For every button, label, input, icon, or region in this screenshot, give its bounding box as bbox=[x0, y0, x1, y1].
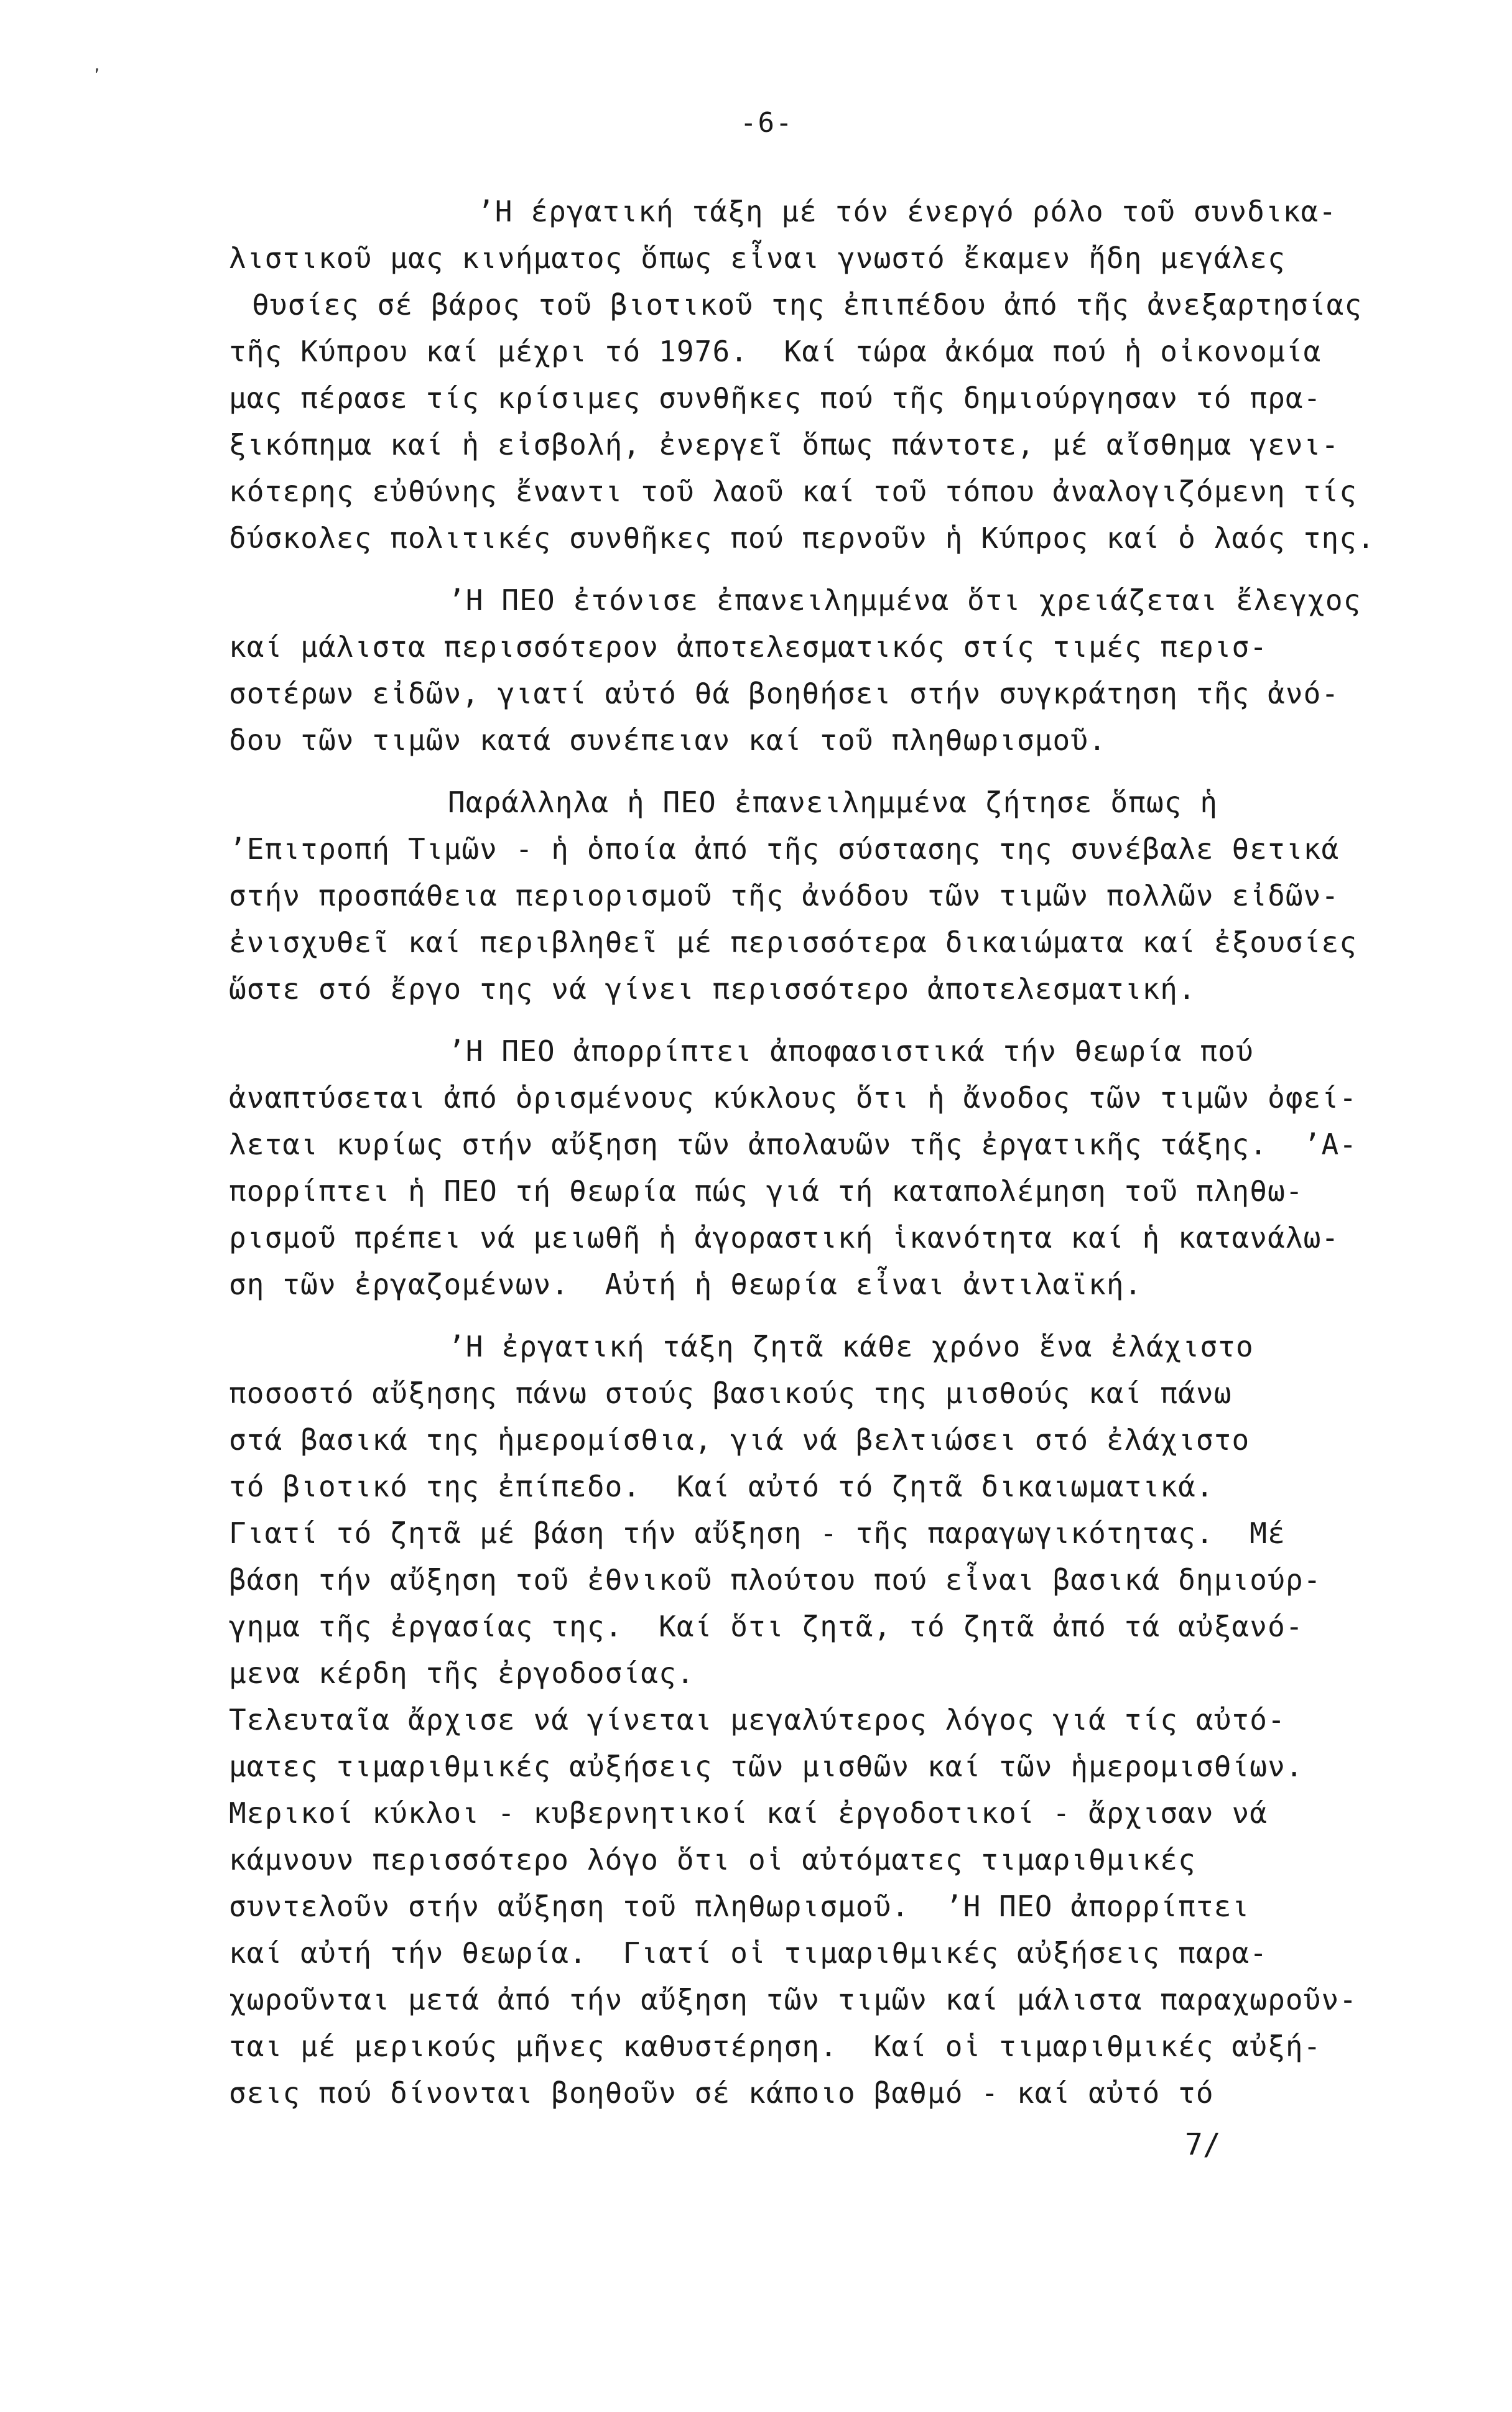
text-line: ση τῶν ἐργαζομένων. Αὐτή ἡ θεωρία εἶναι ἀντιλαϊκή. bbox=[229, 1268, 1143, 1301]
text-line: ται μέ μερικούς μῆνες καθυστέρηση. Καί οἱ τιμαριθμικές αὐξή- bbox=[229, 2029, 1322, 2063]
text-line: ποσοστό αὔξησης πάνω στούς βασικούς της μισθούς καί πάνω bbox=[229, 1376, 1232, 1410]
text-line: λιστικοῦ μας κινήματος ὅπως εἶναι γνωστό ἔκαμεν ἤδη μεγάλες bbox=[229, 241, 1286, 275]
continuation-marker: 7/ bbox=[1185, 2127, 1221, 2162]
text-line: τό βιοτικό της ἐπίπεδο. Καί αὐτό τό ζητᾶ δικαιωματικά. bbox=[229, 1470, 1214, 1503]
text-line: ʼΗ ΠΕΟ ἐτόνισε ἐπανειλημμένα ὅτι χρειάζεται ἔλεγχος bbox=[448, 583, 1361, 617]
text-line: στά βασικά της ἡμερομίσθια, γιά νά βελτιώσει στό ἐλάχιστο bbox=[229, 1423, 1250, 1457]
text-line: ἀναπτύσεται ἀπό ὁρισμένους κύκλους ὅτι ἡ ἄνοδος τῶν τιμῶν ὀφεί- bbox=[229, 1081, 1358, 1115]
text-line: σοτέρων εἰδῶν, γιατί αὐτό θά βοηθήσει στήν συγκράτηση τῆς ἀνό- bbox=[229, 677, 1340, 710]
text-line: δου τῶν τιμῶν κατά συνέπειαν καί τοῦ πληθωρισμοῦ. bbox=[229, 723, 1106, 757]
text-line: τῆς Κύπρου καί μέχρι τό 1976. Καί τώρα ἀκόμα πού ἡ οἰκονομία bbox=[229, 335, 1322, 368]
text-line: ξικόπημα καί ἡ εἰσβολή, ἐνεργεῖ ὅπως πάντοτε, μέ αἴσθημα γενι- bbox=[229, 428, 1340, 462]
text-line: ʼΕπιτροπή Τιμῶν - ἡ ὁποία ἀπό τῆς σύστασης της συνέβαλε θετικά bbox=[229, 832, 1340, 866]
text-line: ʼΗ ἐργατική τάξη ζητᾶ κάθε χρόνο ἕνα ἐλάχιστο bbox=[448, 1330, 1254, 1363]
corner-mark: ʼ bbox=[93, 65, 103, 88]
page-number: -6- bbox=[740, 107, 794, 139]
text-line: μας πέρασε τίς κρίσιμες συνθῆκες πού τῆς δημιούργησαν τό πρα- bbox=[229, 381, 1322, 415]
text-line: Παράλληλα ἡ ΠΕΟ ἐπανειλημμένα ζήτησε ὅπως ἡ bbox=[448, 786, 1218, 819]
text-line: κότερης εὐθύνης ἔναντι τοῦ λαοῦ καί τοῦ τόπου ἀναλογιζόμενη τίς bbox=[229, 475, 1358, 508]
text-line: δύσκολες πολιτικές συνθῆκες πού περνοῦν ἡ Κύπρος καί ὁ λαός της. bbox=[229, 521, 1375, 555]
text-line: στήν προσπάθεια περιορισμοῦ τῆς ἀνόδου τῶν τιμῶν πολλῶν εἰδῶν- bbox=[229, 879, 1340, 912]
text-line: σεις πού δίνονται βοηθοῦν σέ κάποιο βαθμό - καί αὐτό τό bbox=[229, 2076, 1214, 2110]
text-line: συντελοῦν στήν αὔξηση τοῦ πληθωρισμοῦ. ʼΗ ΠΕΟ ἀπορρίπτει bbox=[229, 1890, 1250, 1923]
text-line: μενα κέρδη τῆς ἐργοδοσίας. bbox=[229, 1656, 695, 1690]
text-line: Μερικοί κύκλοι - κυβερνητικοί καί ἐργοδοτικοί - ἄρχισαν νά bbox=[229, 1796, 1268, 1830]
text-line: ματες τιμαριθμικές αὐξήσεις τῶν μισθῶν καί τῶν ἡμερομισθίων. bbox=[229, 1750, 1304, 1783]
text-line: κάμνουν περισσότερο λόγο ὅτι οἱ αὐτόματες τιμαριθμικές bbox=[229, 1843, 1196, 1876]
text-line: Τελευταῖα ἄρχισε νά γίνεται μεγαλύτερος λόγος γιά τίς αὐτό- bbox=[229, 1703, 1286, 1737]
text-line: καί αὐτή τήν θεωρία. Γιατί οἱ τιμαριθμικές αὐξήσεις παρα- bbox=[229, 1936, 1268, 1970]
text-line: Γιατί τό ζητᾶ μέ βάση τήν αὔξηση - τῆς παραγωγικότητας. Μέ bbox=[229, 1516, 1286, 1550]
text-line: ʼΗ ΠΕΟ ἀπορρίπτει ἀποφασιστικά τήν θεωρία πού bbox=[448, 1034, 1254, 1068]
text-line: ʼΗ έργατική τάξη μέ τόν ένεργό ρόλο τοῦ συνδικα- bbox=[477, 195, 1337, 228]
text-line: χωροῦνται μετά ἀπό τήν αὔξηση τῶν τιμῶν καί μάλιστα παραχωροῦν- bbox=[229, 1983, 1358, 2016]
text-line: καί μάλιστα περισσότερον ἀποτελεσματικός στίς τιμές περισ- bbox=[229, 630, 1268, 664]
text-line: ἐνισχυθεῖ καί περιβληθεῖ μέ περισσότερα δικαιώματα καί ἐξουσίες bbox=[229, 925, 1358, 959]
text-line: λεται κυρίως στήν αὔξηση τῶν ἀπολαυῶν τῆς ἐργατικῆς τάξης. ʼΑ- bbox=[229, 1128, 1358, 1161]
text-line: θυσίες σέ βάρος τοῦ βιοτικοῦ της ἐπιπέδου ἀπό τῆς ἀνεξαρτησίας bbox=[252, 288, 1363, 322]
text-line: βάση τήν αὔξηση τοῦ ἐθνικοῦ πλούτου πού εἶναι βασικά δημιούρ- bbox=[229, 1563, 1322, 1597]
text-line: γημα τῆς ἐργασίας της. Καί ὅτι ζητᾶ, τό ζητᾶ ἀπό τά αὐξανό- bbox=[229, 1610, 1304, 1643]
text-line: ρισμοῦ πρέπει νά μειωθῆ ἡ ἀγοραστική ἱκανότητα καί ἡ κατανάλω- bbox=[229, 1221, 1340, 1255]
text-line: ὥστε στό ἔργο της νά γίνει περισσότερο ἀποτελεσματική. bbox=[229, 972, 1196, 1006]
text-line: πορρίπτει ἡ ΠΕΟ τή θεωρία πώς γιά τή καταπολέμηση τοῦ πληθω- bbox=[229, 1174, 1304, 1208]
